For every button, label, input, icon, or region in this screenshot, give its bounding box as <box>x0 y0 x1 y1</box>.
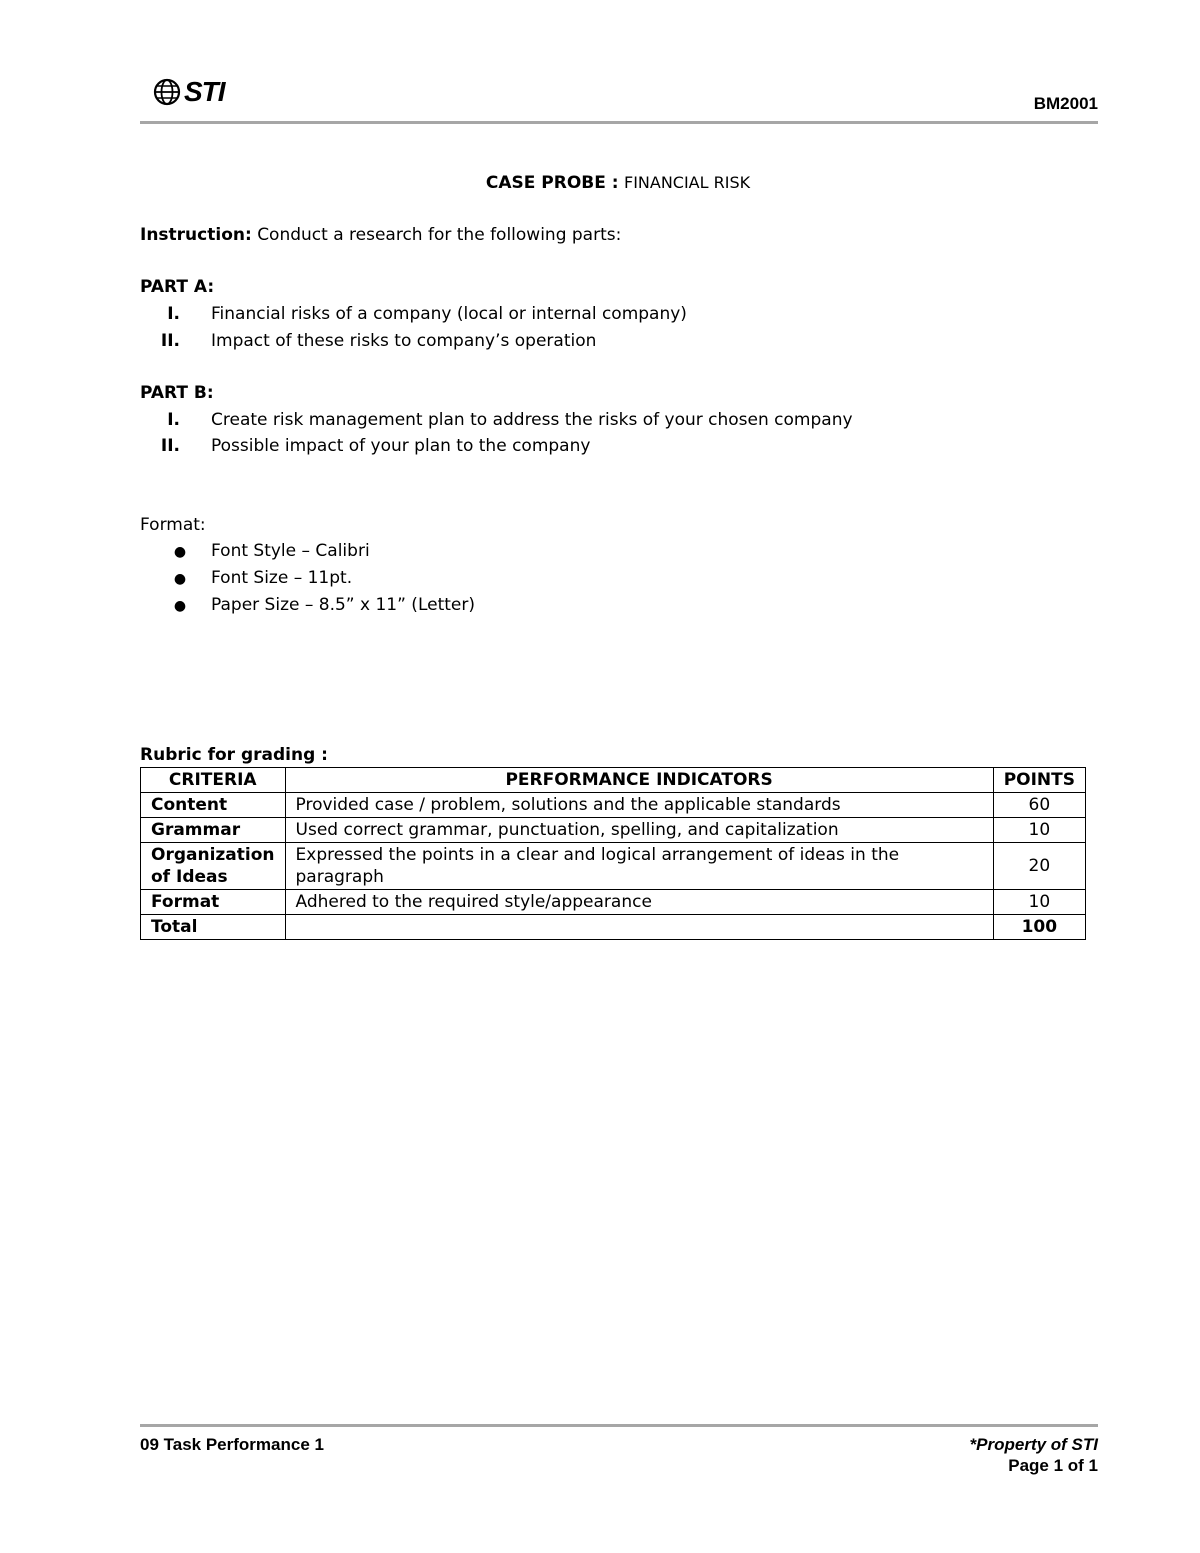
instruction <box>140 224 621 246</box>
table-row <box>141 843 1086 890</box>
footer-divider <box>140 1424 1098 1427</box>
title-bold: CASE PROBE : <box>485 173 619 193</box>
points-cell: 20 <box>993 843 1085 890</box>
column-header: PERFORMANCE INDICATORS <box>285 768 993 793</box>
list-numeral: I. <box>167 304 180 324</box>
list-item-text: Impact of these risks to company’s operation <box>211 331 597 351</box>
points-cell: 10 <box>993 818 1085 843</box>
criteria-cell: Grammar <box>141 818 286 843</box>
instruction-label: Instruction: <box>140 225 252 245</box>
sti-logo <box>152 78 225 106</box>
criteria-cell: Content <box>141 793 286 818</box>
list-item <box>160 540 370 563</box>
title-rest: FINANCIAL RISK <box>623 173 751 192</box>
list-item-text: Font Size – 11pt. <box>211 568 353 588</box>
indicator-cell: Provided case / problem, solutions and the applicable standards <box>285 793 993 818</box>
list-item <box>160 594 475 617</box>
list-item-text: Financial risks of a company (local or internal company) <box>211 304 687 324</box>
indicator-cell: Adhered to the required style/appearance <box>285 890 993 915</box>
criteria-cell: Format <box>141 890 286 915</box>
part-b-heading: PART B: <box>140 383 214 403</box>
criteria-cell: Organization of Ideas <box>141 843 286 890</box>
list-item-text: Font Style – Calibri <box>211 541 370 561</box>
table-header-row <box>141 768 1086 793</box>
bullet-icon: ● <box>173 544 187 560</box>
table-row <box>141 890 1086 915</box>
list-numeral: II. <box>160 436 180 456</box>
footer-right <box>970 1434 1098 1476</box>
globe-icon <box>152 78 182 106</box>
indicator-cell: Expressed the points in a clear and logical arrangement of ideas in the paragraph <box>285 843 993 890</box>
indicator-cell <box>285 915 993 940</box>
list-item-text: Paper Size – 8.5” x 11” (Letter) <box>211 595 475 615</box>
page-title <box>0 172 1200 194</box>
page-number: Page 1 of 1 <box>1008 1456 1098 1475</box>
list-item-text: Create risk management plan to address the risks of your chosen company <box>211 410 853 430</box>
format-heading: Format: <box>140 515 206 535</box>
table-row <box>141 818 1086 843</box>
list-item <box>160 567 352 590</box>
list-item <box>140 330 596 352</box>
points-cell: 10 <box>993 890 1085 915</box>
logo-text: STI <box>184 76 225 107</box>
list-item <box>140 409 853 431</box>
document-code: BM2001 <box>1033 94 1098 113</box>
column-header: CRITERIA <box>141 768 286 793</box>
bullet-icon: ● <box>173 598 187 614</box>
list-item <box>140 435 590 457</box>
column-header: POINTS <box>993 768 1085 793</box>
table-row-total <box>141 915 1086 940</box>
rubric-table <box>140 767 1086 940</box>
rubric-heading: Rubric for grading : <box>140 745 328 765</box>
list-item <box>140 303 687 325</box>
header-divider <box>140 121 1098 124</box>
property-notice: *Property of STI <box>969 1435 1098 1454</box>
list-numeral: II. <box>160 331 180 351</box>
points-cell: 100 <box>993 915 1085 940</box>
footer-title: 09 Task Performance 1 <box>140 1435 324 1454</box>
indicator-cell: Used correct grammar, punctuation, spelling, and capitalization <box>285 818 993 843</box>
part-a-heading: PART A: <box>140 277 215 297</box>
bullet-icon: ● <box>173 571 187 587</box>
points-cell: 60 <box>993 793 1085 818</box>
list-item-text: Possible impact of your plan to the company <box>211 436 591 456</box>
instruction-text: Conduct a research for the following parts: <box>257 225 622 245</box>
table-row <box>141 793 1086 818</box>
criteria-cell: Total <box>141 915 286 940</box>
list-numeral: I. <box>167 410 180 430</box>
